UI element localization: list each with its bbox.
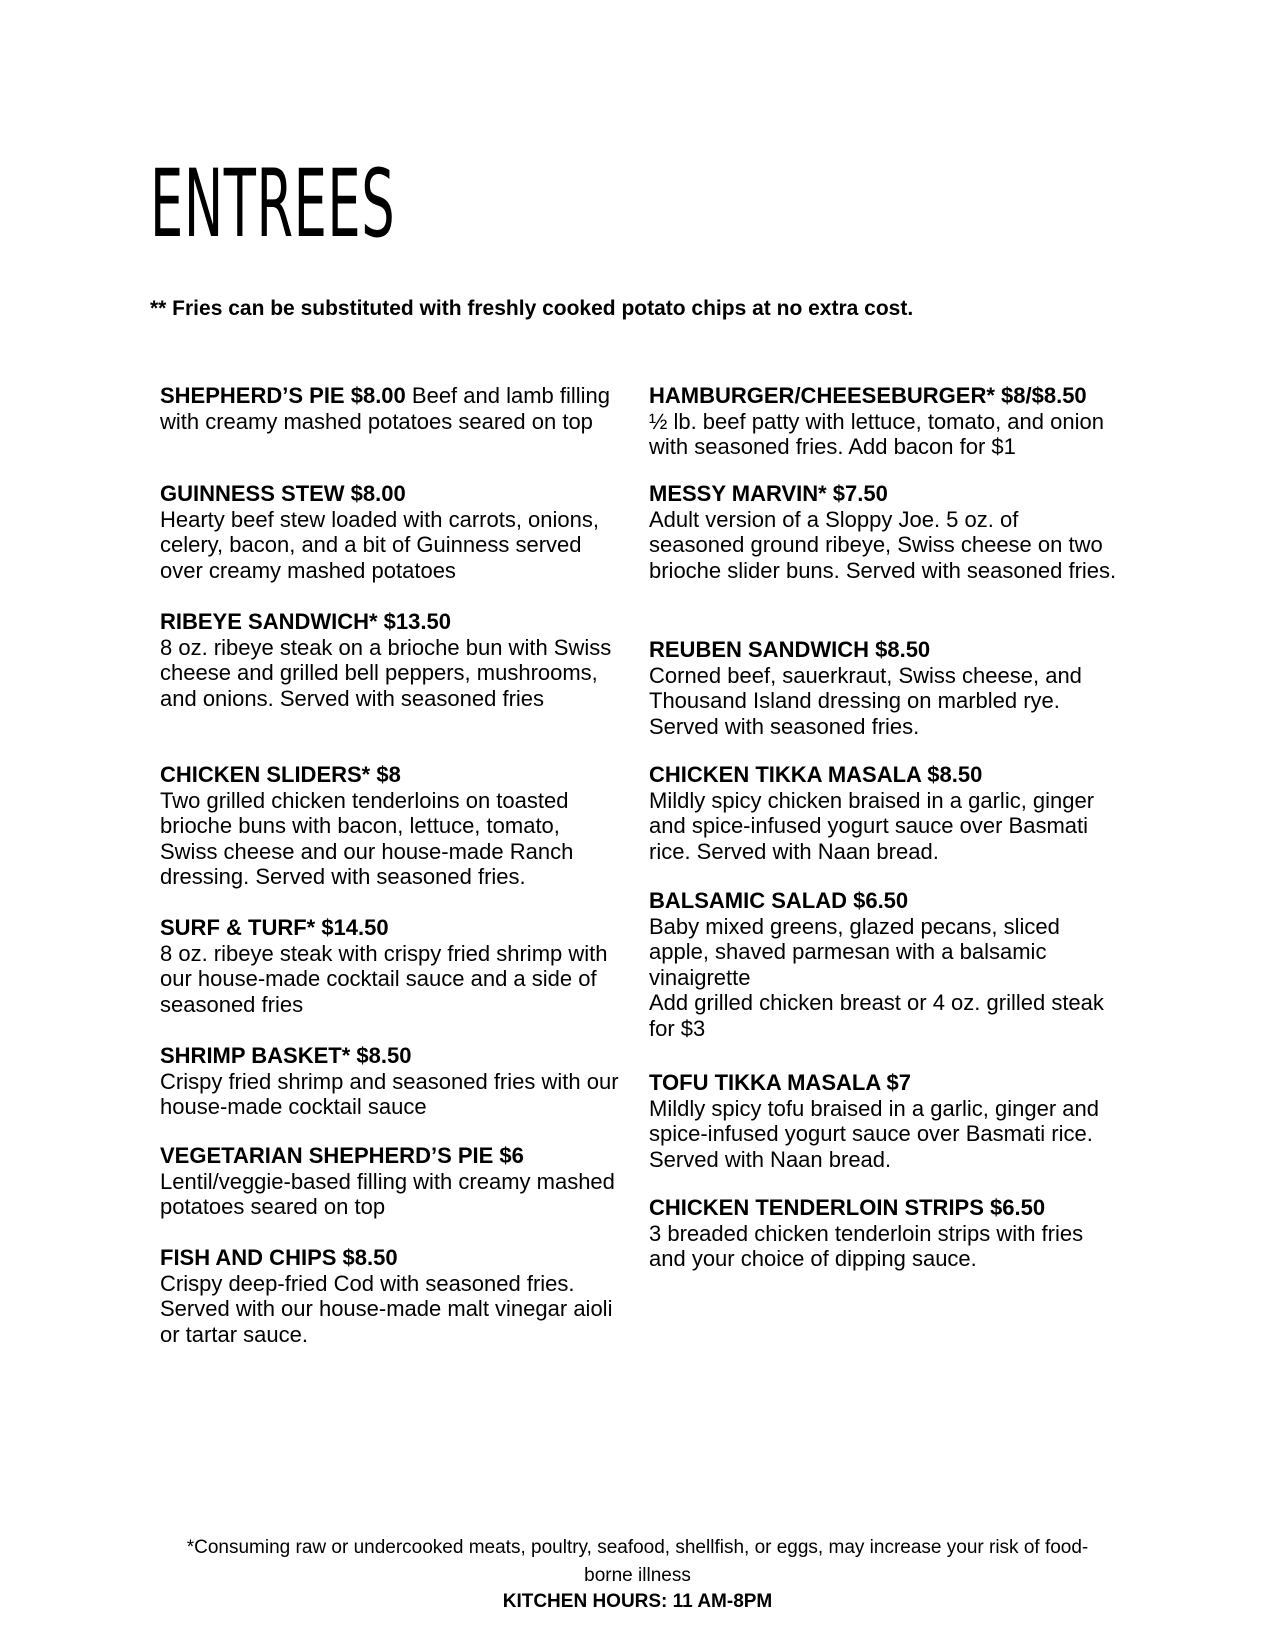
menu-item-description: Crispy deep-fried Cod with seasoned fries. Served with our house-made malt vinegar aioli or tartar sauce. (160, 1270, 613, 1347)
menu-item-title: CHICKEN SLIDERS* $8 (160, 762, 401, 787)
menu-item-description: Hearty beef stew loaded with carrots, onions, celery, bacon, and a bit of Guinness served over creamy mashed potatoes (160, 506, 600, 583)
menu-item-title: VEGETARIAN SHEPHERD’S PIE $6 (160, 1143, 524, 1168)
menu-item-title: FISH AND CHIPS $8.50 (160, 1245, 398, 1270)
menu-item (160, 609, 620, 711)
menu-item-title: CHICKEN TENDERLOIN STRIPS $6.50 (649, 1195, 1046, 1220)
menu-item-title: SURF & TURF* $14.50 (160, 915, 389, 940)
menu-item-title: MESSY MARVIN* $7.50 (649, 481, 888, 506)
menu-item (160, 915, 620, 1017)
menu-item (649, 762, 1119, 864)
menu-item (160, 1245, 620, 1347)
menu-item-description: Two grilled chicken tenderloins on toasted brioche buns with bacon, lettuce, tomato, Swiss cheese and our house-made Ranch dressing. Served with seasoned fries. (160, 787, 574, 890)
menu-item-title: RIBEYE SANDWICH* $13.50 (160, 609, 451, 634)
menu-item-description: Beef and lamb filling with creamy mashed potatoes seared on top (160, 383, 611, 434)
kitchen-hours: KITCHEN HOURS: 11 AM-8PM (502, 1591, 773, 1612)
menu-item-title: HAMBURGER/CHEESEBURGER* $8/$8.50 (649, 383, 1087, 408)
menu-item-description: 8 oz. ribeye steak with crispy fried shrimp with our house-made cocktail sauce and a side of seasoned fries (160, 940, 608, 1017)
menu-item-description: Crispy fried shrimp and seasoned fries with our house-made cocktail sauce (160, 1068, 619, 1120)
fries-substitution-note: ** Fries can be substituted with freshly cooked potato chips at no extra cost. (150, 297, 914, 320)
menu-item (160, 481, 620, 583)
menu-item (649, 637, 1119, 739)
menu-item-description: ½ lb. beef patty with lettuce, tomato, and onion with seasoned fries. Add bacon for $1 (649, 408, 1104, 460)
menu-item (649, 481, 1119, 583)
menu-item (160, 1143, 620, 1220)
menu-item-description: Mildly spicy chicken braised in a garlic, ginger and spice-infused yogurt sauce over Basmati rice. Served with Naan bread. (649, 787, 1095, 864)
menu-item-title: SHRIMP BASKET* $8.50 (160, 1043, 412, 1068)
footer (0, 1534, 1275, 1614)
menu-item-title: REUBEN SANDWICH $8.50 (649, 637, 931, 662)
menu-item-title: GUINNESS STEW $8.00 (160, 481, 406, 506)
menu-item-description: Mildly spicy tofu braised in a garlic, ginger and spice-infused yogurt sauce over Basmati rice. Served with Naan bread. (649, 1095, 1100, 1172)
menu-item-description: Adult version of a Sloppy Joe. 5 oz. of seasoned ground ribeye, Swiss cheese on two brioche slider buns. Served with seasoned fries. (649, 506, 1117, 583)
menu-item-description: 3 breaded chicken tenderloin strips with fries and your choice of dipping sauce. (649, 1220, 1084, 1272)
menu-item-description: Corned beef, sauerkraut, Swiss cheese, and Thousand Island dressing on marbled rye. Served with seasoned fries. (649, 662, 1082, 739)
menu-item-title: TOFU TIKKA MASALA $7 (649, 1070, 911, 1095)
food-safety-disclaimer: *Consuming raw or undercooked meats, poultry, seafood, shellfish, or eggs, may increase your risk of food-borne illness (186, 1537, 1089, 1586)
menu-item (160, 762, 620, 890)
menu-item-title: SHEPHERD’S PIE $8.00 (160, 383, 406, 408)
menu-item (160, 383, 620, 434)
menu-item-title: BALSAMIC SALAD $6.50 (649, 888, 909, 913)
menu-item (649, 888, 1119, 1042)
menu-item (649, 383, 1119, 460)
menu-item (160, 1043, 620, 1120)
menu-item-title: CHICKEN TIKKA MASALA $8.50 (649, 762, 983, 787)
menu-item (649, 1070, 1119, 1172)
menu-item-description: 8 oz. ribeye steak on a brioche bun with Swiss cheese and grilled bell peppers, mushrooms, and onions. Served with seasoned fries (160, 634, 612, 711)
menu-item-description: Baby mixed greens, glazed pecans, sliced apple, shaved parmesan with a balsamic vinaigrette Add grilled chicken breast or 4 oz. grilled steak for $3 (649, 913, 1104, 1041)
menu-item (649, 1195, 1119, 1272)
page-title: ENTREES (150, 150, 396, 259)
menu-item-description: Lentil/veggie-based filling with creamy mashed potatoes seared on top (160, 1168, 615, 1220)
